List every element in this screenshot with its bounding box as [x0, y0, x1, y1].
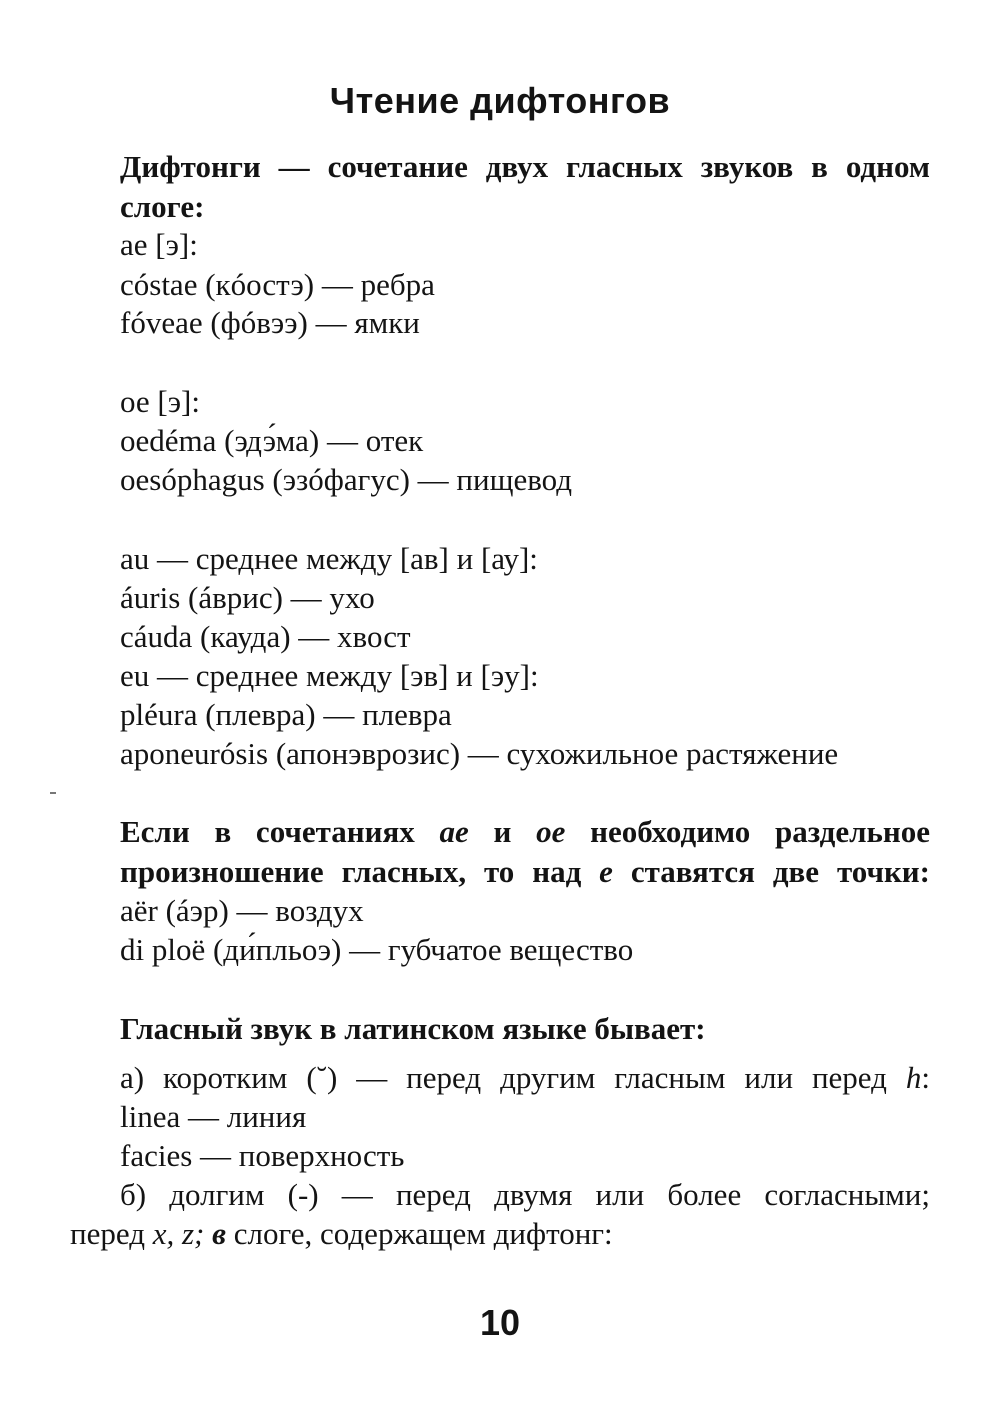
separation-rule-line1 — [120, 813, 930, 851]
vowel-rule-long-text-a: перед — [70, 1216, 145, 1251]
separation-rule-text-d: , то над — [458, 854, 582, 889]
ae-example-foveae: fóveae (фóвээ) — ямки — [120, 305, 420, 340]
separation-rule-text-b: необходимо раздельное — [590, 814, 930, 849]
oe-example-oedema: oedéma (эдэ́ма) — отек — [120, 423, 424, 458]
diphthong-definition-line2: слоге: — [120, 189, 205, 224]
oe-header: ое [э]: — [120, 384, 200, 419]
vowel-rule-long-text-b: слоге, содержащем дифтонг: — [233, 1216, 613, 1251]
vowel-rule-short — [120, 1059, 930, 1097]
separation-rule-text-a: Если в сочетаниях — [120, 814, 415, 849]
vowel-rule-long-line2 — [70, 1215, 613, 1253]
separation-example-aer: aër (áэр) — воздух — [120, 893, 364, 928]
vowel-rule-header: Гласный звук в латинском языке бывает: — [120, 1011, 706, 1046]
vowel-short-example-linea: linea — линия — [120, 1099, 307, 1134]
au-example-cauda: cáuda (кауда) — хвост — [120, 619, 411, 654]
vowel-rule-short-text: а) коротким (˘) — перед другим гласным или перед — [120, 1060, 887, 1095]
vowel-rule-long-v: в — [212, 1216, 226, 1251]
oe-example-oesophagus: oesóphagus (эзóфагус) — пищевод — [120, 462, 573, 497]
scan-speck — [50, 792, 56, 794]
page-number: 10 — [479, 1302, 521, 1343]
diphthong-definition-line1: Дифтонги — сочетание двух гласных звуков в одном — [120, 149, 930, 184]
eu-example-pleura: pléura (плевра) — плевра — [120, 697, 452, 732]
separation-rule-ae: ae — [439, 814, 469, 849]
au-example-auris: áuris (áврис) — ухо — [120, 580, 375, 615]
vowel-rule-long-xz: x, z; — [152, 1216, 205, 1251]
separation-rule-line2 — [120, 853, 930, 891]
vowel-short-example-facies: facies — поверхность — [120, 1138, 405, 1173]
ae-header: ае [э]: — [120, 227, 198, 262]
separation-rule-oe: oe — [536, 814, 566, 849]
page-title: Чтение дифтонгов — [329, 80, 671, 121]
separation-example-diploe: di ploë (ди́пльоэ) — губчатое вещество — [120, 932, 634, 967]
separation-rule-and: и — [493, 814, 512, 849]
separation-rule-text-c: произношение гласных — [120, 854, 459, 889]
vowel-rule-short-h: h: — [905, 1060, 930, 1095]
separation-rule-e: e — [599, 854, 613, 889]
au-header: au — среднее между [ав] и [ау]: — [120, 541, 538, 576]
ae-example-costae: cóstae (кóостэ) — ребра — [120, 267, 435, 302]
vowel-rule-long-line1: б) долгим (-) — перед двумя или более согласными; — [120, 1177, 930, 1212]
separation-rule-text-e: ставятся две точки: — [630, 854, 930, 889]
eu-example-aponeurosis: aponeurósis (апонэврозис) — сухожильное растяжение — [120, 736, 839, 771]
eu-header: eu — среднее между [эв] и [эу]: — [120, 658, 539, 693]
